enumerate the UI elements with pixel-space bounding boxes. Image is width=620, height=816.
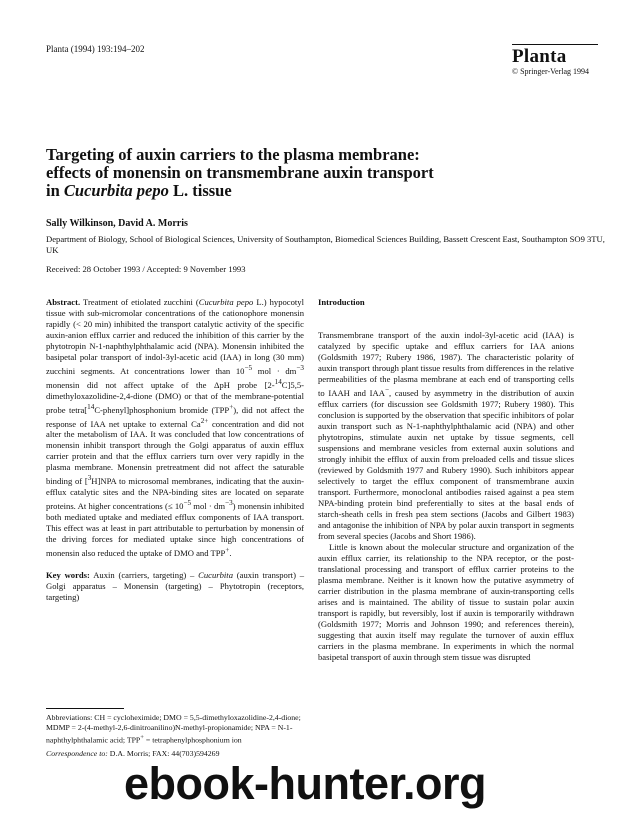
abstract-text: mol · dm: [191, 501, 226, 512]
superscript: 2+: [200, 416, 209, 425]
watermark-text: ebook-hunter.org: [124, 758, 486, 809]
abstract-text: ), did not affect the response of IAA net uptake to external Ca: [46, 404, 305, 429]
title-prefix: in: [46, 181, 64, 200]
intro-paragraph-2: Little is known about the molecular structure and organization of the auxin efflux carrier, its relationship to the NPA receptor, or the post-translational processing and transport of efflux carrier proteins to the plasma membrane. Neither is it known how the putative asymmetry of carrier distribution in the plasma membrane of auxin-transporting cells arises and is maintained. The ability of tissue to sustain polar auxin transport is rapidly, but reversibly, lost if auxin is temporarily withdrawn (Goldsmith 1977; Morris and Johnson 1990; and references therein), suggesting that auxin itself may regulate the turnover of auxin efflux carriers in the plasma membrane. In experiments in which the normal basipetal transport of auxin through stem tissue was disrupted: [318, 541, 574, 662]
paragraph-text: Transmembrane transport of the auxin indol-3yl-acetic acid (IAA) is catalyzed by specific uptake and efflux carriers for IAA anions (Goldsmith 1977; Rubery 1986, 1987). The characteristic polarity of auxin transport through plant tissue results from differences in the relative permeabilities of the plasma membrane at each end of transporting cells to IAAH and IAA: [318, 330, 574, 398]
title-line-2: effects of monensin on transmembrane auxin transport: [46, 163, 434, 182]
title-suffix: L. tissue: [168, 181, 232, 200]
keywords-species: Cucurbita: [198, 570, 233, 581]
journal-brand: [512, 44, 598, 77]
copyright-notice: © Springer-Verlag 1994: [512, 67, 590, 76]
superscript: −5: [183, 499, 192, 508]
article-title: [46, 146, 586, 200]
footnote-divider: [46, 708, 124, 709]
abstract-species: Cucurbita pepo: [198, 297, 254, 307]
abstract-text: mol · dm: [252, 365, 297, 376]
abstract-text: C-phenyl]phosphonium bromide (TPP: [94, 404, 230, 415]
superscript: −: [384, 386, 390, 394]
received-dates: Received: 28 October 1993 / Accepted: 9 November 1993: [46, 264, 246, 274]
title-species: Cucurbita pepo: [63, 181, 169, 200]
keywords-text: Auxin (carriers, targeting) –: [89, 570, 199, 581]
abstract-text: .: [229, 548, 232, 559]
title-line-1: Targeting of auxin carriers to the plasma membrane:: [46, 145, 420, 164]
title-line-3: [46, 182, 586, 200]
left-column: [46, 297, 304, 603]
author-list: Sally Wilkinson, David A. Morris: [46, 218, 188, 229]
superscript: 3: [87, 474, 92, 483]
keywords-label: Key words:: [46, 570, 90, 581]
abstract-text: H]NPA to microsomal membranes, indicating that the auxin-efflux catalytic sites and the NPA-binding sites are located on separate proteins. At higher concentrations (≤ 10: [46, 476, 305, 512]
abbreviations-text: Abbreviations: CH = cycloheximide; DMO = 5,5-dimethyloxazolidine-2,4-dione; MDMP = 2-(4-methyl-2,6-dinitroanilino)N-methyl-propionamide; NPA = N-1-naphthylphthalamic acid; TPP: [46, 713, 301, 745]
abstract-text: monensin did not affect uptake of the ΔpH probe [2-: [46, 379, 275, 390]
abstract-text: concentration and did not alter the metabolism of IAA. It was concluded that low concentrations of monensin inhibit transport through the Golgi apparatus of auxin efflux carrier protein and that the efflux carriers turn over very rapidly in the plasma membrane. Monensin pretreatment did not affect the saturable binding of [: [46, 418, 304, 487]
keywords-text: (auxin transport) – Golgi apparatus – Monensin (targeting) – Phytotropin (receptors, targeting): [46, 570, 305, 603]
keywords: [46, 570, 304, 603]
correspondence-label: Correspondence to:: [46, 748, 108, 758]
superscript: 14: [274, 377, 282, 386]
superscript: −3: [296, 364, 304, 372]
abstract-text: ) monensin inhibited both mediated uptake and mediated efflux components of IAA transport. This effect was at least in part attributable to perturbation by monensin of the driving forces for mediated uptake since high concentrations of monensin also reduced the uptake of DMO and TPP: [46, 501, 304, 559]
superscript: 14: [87, 402, 95, 411]
section-heading-introduction: Introduction: [318, 297, 365, 307]
right-column: [318, 297, 574, 663]
footnotes: [46, 713, 304, 759]
superscript: +: [225, 546, 230, 555]
abstract-text: L.) hypocotyl tissue with sub-micromolar concentrations of the cationophore monensin rapidly (< 20 min) inhibited the transport catalytic activity of the specific auxin-anion efflux carrier and reduced the inhibition of this carrier by the phytotropin N-1-naphthylphthalamic acid (NPA). Monensin inhibited the basipetal polar transport of indol-3yl-acetic acid (IAA) in long (30 mm) zucchini segments. At concentrations lower than 10: [46, 297, 304, 376]
abbreviations-text: = tetraphenylphosphonium ion: [143, 735, 242, 745]
intro-paragraph-1: [318, 330, 574, 542]
abstract-label: Abstract.: [46, 297, 81, 307]
superscript: +: [140, 734, 144, 741]
paragraph-text: , caused by asymmetry in the distribution of auxin efflux carriers (for discussion see Goldsmith 1977; Rubery 1980). This conclusion is supported by the observation that specific inhibitors of polar auxin transport such as N-1-naphthylphthalamic acid (NPA) and other phytotropins, stimulate auxin net uptake by tissue segments, cell suspensions and membrane vesicles from external auxin solutions and strongly inhibit the efflux of auxin from preloaded cells and tissue slices (reviewed by Goldsmith 1977 and Rubery 1990). Such inhibitors appear selectively to target the efflux component of transmembrane auxin transport. Furthermore, monoclonal antibodies raised against a pea stem NPA-binding protein bind preferentially to sites at the basal ends of starch-sheath cells in fresh pea stem sections (Jacobs and Gilbert 1983) and antagonise the inhibition of NPA by polar auxin transport in segments from several species (Jacobs and Short 1986).: [318, 387, 575, 541]
affiliation: Department of Biology, School of Biological Sciences, University of Southampton, Biomedical Sciences Building, Bassett Crescent East, Southampton SO9 3TU, UK: [46, 234, 605, 255]
superscript: +: [229, 402, 234, 411]
abstract-text: Treatment of etiolated zucchini (: [80, 297, 199, 307]
correspondence-text: D.A. Morris; FAX: 44(703)594269: [107, 748, 220, 758]
abstract: [46, 297, 304, 559]
superscript: −3: [225, 499, 233, 508]
journal-citation: Planta (1994) 193:194–202: [46, 44, 145, 54]
journal-name: Planta: [512, 46, 567, 67]
abstract-text: C]5,5-dimethyloxazolidine-2,4-dione (DMO) or that of the membrane-potential probe tetra[: [46, 379, 304, 415]
superscript: −5: [244, 364, 253, 372]
abbreviations: [46, 713, 304, 746]
